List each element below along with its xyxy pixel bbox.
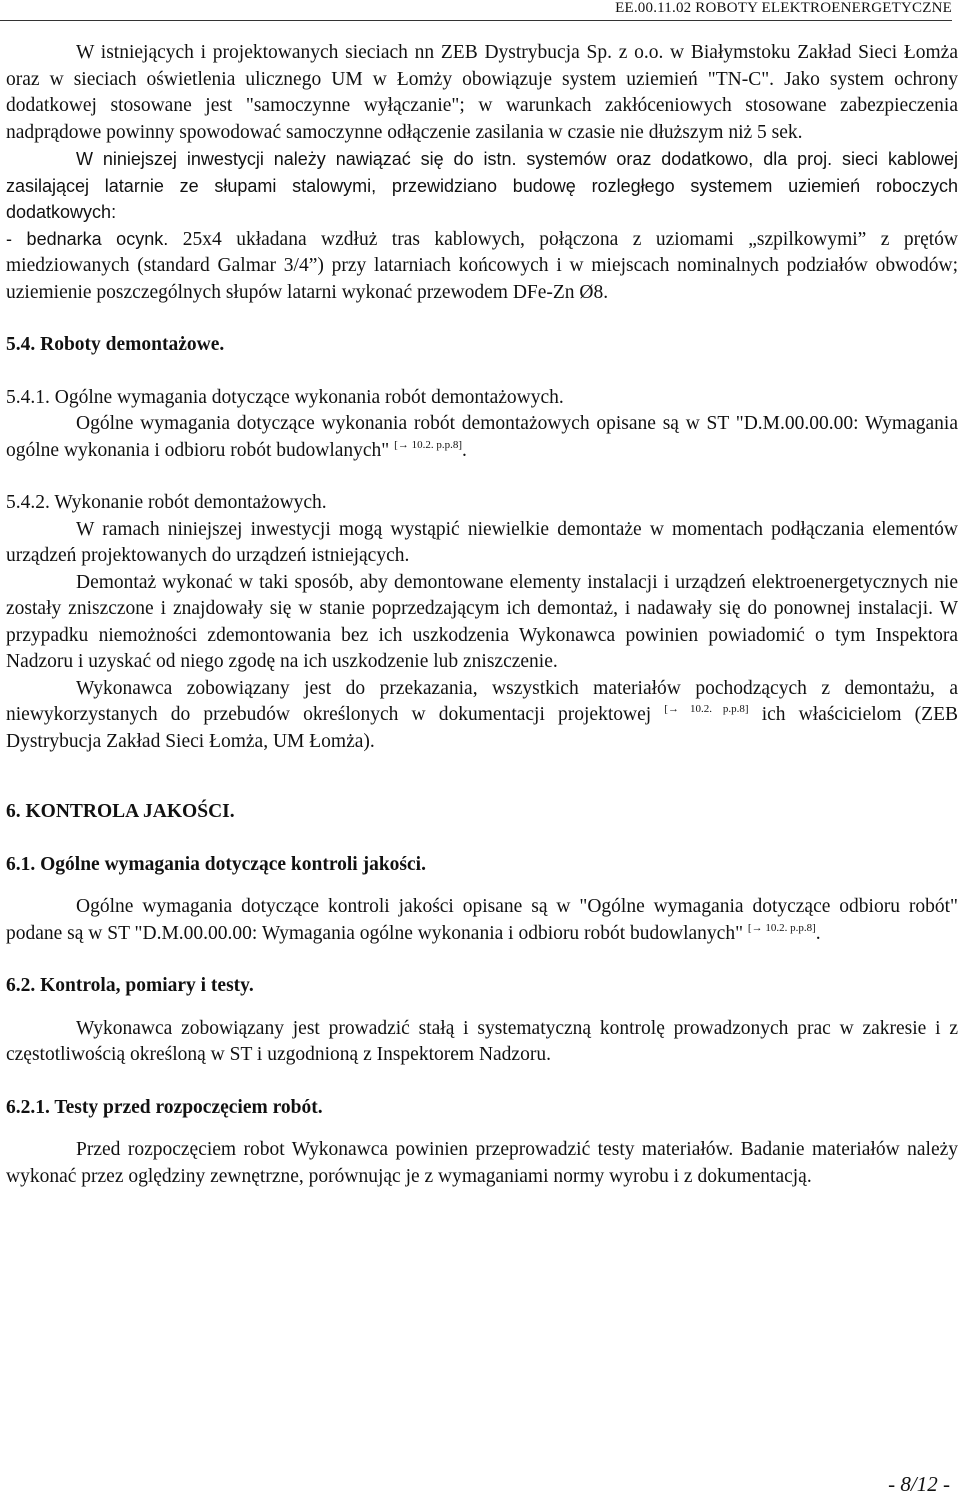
section-6-1-text (6, 894, 958, 947)
page-number: - 8/12 - (888, 1472, 950, 1496)
intro-paragraph-2: W niniejszej inwestycji należy nawiązać się do istn. systemów oraz dodatkowo, dla proj. sieci kablowej zasilającej latarnie ze słupami stalowymi, przewidziano budowę rozległego systemem uziemień roboczych dodatkowych: (6, 149, 958, 222)
section-6-1-body: Ogólne wymagania dotyczące kontroli jakości opisane są w "Ogólne wymagania dotyczące odbioru robót" podane są w ST "D.M.00.00.00: Wymagania ogólne wykonania i odbioru robót budowlanych" (6, 896, 958, 944)
section-5-4-1-body: Ogólne wymagania dotyczące wykonania robót demontażowych opisane są w ST "D.M.00.00.00: Wymagania ogólne wykonania i odbioru robót budowlanych" (6, 413, 958, 461)
section-5-4-2-heading: 5.4.2. Wykonanie robót demontażowych. (6, 492, 327, 513)
reference-marker: [→ 10.2. p.p.8] (747, 921, 816, 934)
section-5-4-2-paragraph-2: Demontaż wykonać w taki sposób, aby demontowane elementy instalacji i urządzeń elektroenergetycznych nie zostały zniszczone i znajdowały się w stanie poprzedzającym ich demontaż, i nadawały się do ponownej instalacji. W przypadku niemożności zdemontowania bez ich uszkodzenia Wykonawca powinien powiadomić o tym Inspektora Nadzoru i uzyskać od niego zgodę na ich uszkodzenie lub zniszczenie. (6, 571, 958, 672)
section-5-4-2-paragraph-1: W ramach niniejszej inwestycji mogą wystąpić niewielkie demontaże w momentach podłączania elementów urządzeń projektowanych do urządzeń istniejących. (6, 518, 958, 566)
reference-marker: [→ 10.2. p.p.8] (664, 703, 749, 715)
section-5-4-2-paragraph-3 (6, 676, 958, 756)
section-6-1-end: . (815, 922, 821, 944)
reference-marker: [→ 10.2. p.p.8] (394, 438, 462, 451)
page-header (0, 0, 952, 21)
section-6-heading: 6. KONTROLA JAKOŚCI. (6, 801, 235, 822)
section-6-1-heading: 6.1. Ogólne wymagania dotyczące kontroli jakości. (6, 853, 426, 875)
intro-paragraph-3 (6, 226, 958, 307)
section-5-4-1-end: . (461, 439, 467, 461)
section-5-4-heading: 5.4. Roboty demontażowe. (6, 334, 225, 355)
section-5-4-2-paragraph-3-body: Wykonawca zobowiązany jest do przekazania, wszystkich materiałów pochodzących z demontażu, a niewykorzystanych do przebudów określonych w dokumentacji projektowej (6, 677, 958, 725)
header-title: EE.00.11.02 ROBOTY ELEKTROENERGETYCZNE (615, 0, 952, 16)
section-6-2-1-text: Przed rozpoczęciem robot Wykonawca powinien przeprowadzić testy materiałów. Badanie materiałów należy wykonać przez oględziny zewnętrzne, porównując je z wymaganiami normy wyrobu i z dokumentacją. (6, 1139, 958, 1187)
intro-paragraph-3-lead: - bednarka ocynk. (6, 228, 183, 249)
intro-paragraph-3-body: 25x4 układana wzdłuż tras kablowych, połączona z uziomami „szpilkowymi” z prętów miedziowanych (standard Galmar 3/4”) przy latarniach końcowych i w miejscach nominalnych podziałów obwodów; uziemienie poszczególnych słupów latarni wykonać przewodem DFe-Zn Ø8. (6, 228, 958, 303)
intro-paragraph-1: W istniejących i projektowanych sieciach nn ZEB Dystrybucja Sp. z o.o. w Białymstoku Zakład Sieci Łomża oraz w sieciach oświetlenia ulicznego UM w Łomży obowiązuje system uziemień "TN-C". Jako system ochrony dodatkowej stosowane jest "samoczynne wyłączanie"; w warunkach zakłóceniowych stosowane zabezpieczenia nadprądowe powinny spowodować samoczynne odłączenie zasilania w czasie nie dłuższym niż 5 sek. (6, 42, 958, 143)
section-5-4-1-heading: 5.4.1. Ogólne wymagania dotyczące wykonania robót demontażowych. (6, 386, 564, 408)
section-6-2-heading: 6.2. Kontrola, pomiary i testy. (6, 975, 254, 996)
section-6-2-1-heading: 6.2.1. Testy przed rozpoczęciem robót. (6, 1096, 323, 1118)
section-6-2-text: Wykonawca zobowiązany jest prowadzić stałą i systematyczną kontrolę prowadzonych prac w zakresie i z częstotliwością określoną w ST i uzgodnioną z Inspektorem Nadzoru. (6, 1017, 958, 1065)
section-5-4-2-paragraph-3-end: ich właścicielom (ZEB Dystrybucja Zakład Sieci Łomża, UM Łomża). (6, 704, 958, 752)
section-5-4-1-text (6, 411, 958, 464)
document-body (6, 40, 958, 1190)
